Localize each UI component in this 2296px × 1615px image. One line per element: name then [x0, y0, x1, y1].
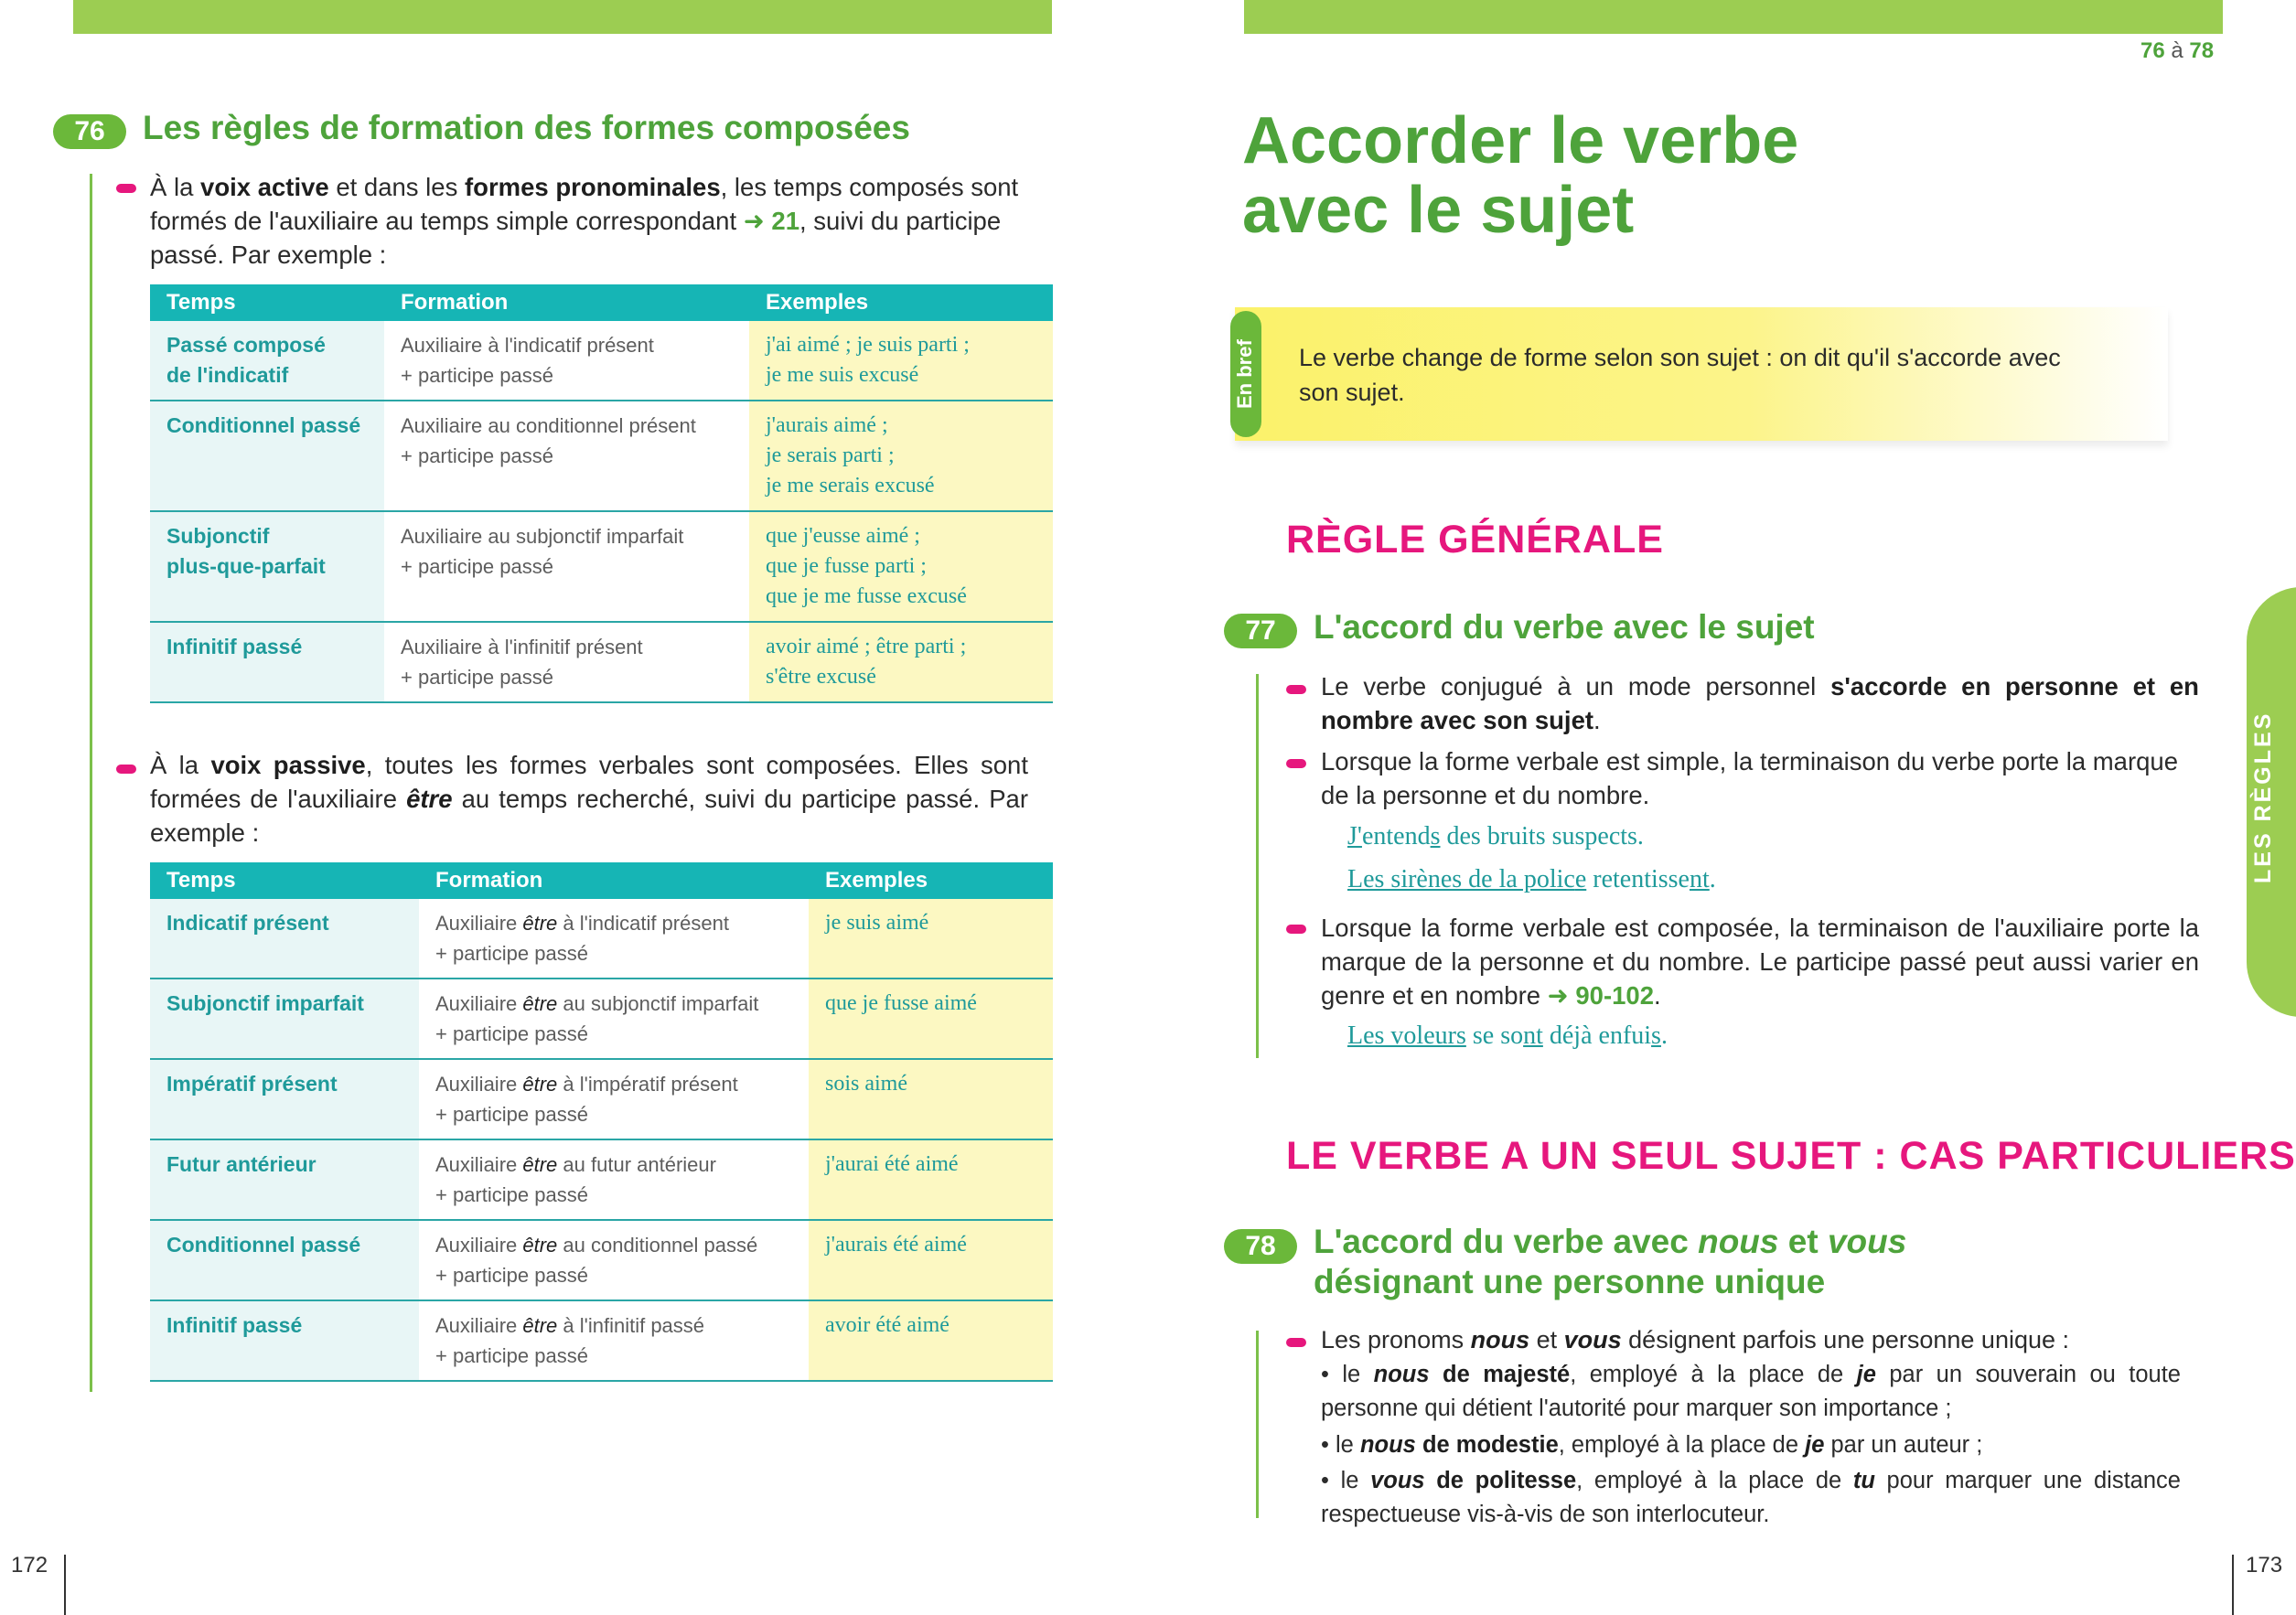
- section-range: 76 à 78: [2140, 38, 2215, 63]
- section-78-item-politesse: • le vous de politesse, employé à la place de tu pour marquer une distance respectueuse vis-à-vis de son interlocuteur.: [1321, 1468, 2181, 1527]
- section-76-title: Les règles de formation des formes composées: [143, 109, 910, 146]
- section-77-bullet-3: Lorsque la forme verbale est composée, la terminaison de l'auxiliaire porte la marque de la personne et du nombre. Le participe passé peut aussi varier en genre et en nombre ➜ 90-102.: [1321, 914, 2199, 1010]
- bullet-icon: [116, 184, 136, 193]
- right-top-bar: [1244, 0, 2223, 34]
- section-78-vertical-bar: [1256, 1331, 1259, 1518]
- table-row: [150, 979, 1053, 1059]
- table-row: [150, 1300, 1053, 1381]
- table-row: [150, 1220, 1053, 1300]
- section-76-para-1: À la voix active et dans les formes pronominales, les temps composés sont formés de l'auxiliaire au temps simple correspondant ➜ 21, suivi du participe passé. Par exemple :: [150, 173, 1019, 269]
- table-cell-temps: Subjonctif plus-que-parfait: [150, 511, 384, 622]
- table-row: [150, 1059, 1053, 1139]
- table-cell-exemples: avoir été aimé: [809, 1300, 1053, 1381]
- example-3: Les voleurs se sont déjà enfuis.: [1347, 1021, 1668, 1050]
- table-row: [150, 622, 1053, 702]
- table-cell-exemples: sois aimé: [809, 1059, 1053, 1139]
- section-78-item-majeste: • le nous de majesté, employé à la place de je par un souverain ou toute personne qui détient l'autorité pour marquer son importance ;: [1321, 1362, 2181, 1421]
- section-77-number: 77: [1224, 614, 1297, 648]
- table-cell-exemples: j'aurai été aimé: [809, 1139, 1053, 1220]
- table-row: [150, 401, 1053, 511]
- table-row: [150, 1139, 1053, 1220]
- table-compound-forms: [150, 284, 1053, 703]
- table-cell-formation: Auxiliaire être à l'infinitif passé + participe passé: [419, 1300, 809, 1381]
- section-76-para-2: À la voix passive, toutes les formes verbales sont composées. Elles sont formées de l'auxiliaire être au temps recherché, suivi du participe passé. Par exemple :: [150, 751, 1028, 847]
- section-78-intro: Les pronoms nous et vous désignent parfois une personne unique :: [1321, 1326, 2070, 1353]
- bullet-icon: [1286, 759, 1306, 768]
- table-header-row: [150, 284, 1053, 321]
- example-2: Les sirènes de la police retentissent.: [1347, 865, 1716, 893]
- table-cell-formation: Auxiliaire être à l'impératif présent + participe passé: [419, 1059, 809, 1139]
- table-cell-formation: Auxiliaire être au futur antérieur + participe passé: [419, 1139, 809, 1220]
- table-cell-formation: Auxiliaire à l'indicatif présent + participe passé: [384, 321, 749, 401]
- table-row: [150, 899, 1053, 979]
- table-cell-formation: Auxiliaire au subjonctif imparfait + participe passé: [384, 511, 749, 622]
- bullet-icon: [1286, 1338, 1306, 1347]
- table-passive-forms: [150, 862, 1053, 1382]
- heading-regle-generale: RÈGLE GÉNÉRALE: [1286, 518, 1664, 562]
- section-78-item-modestie: • le nous de modestie, employé à la place de je par un auteur ;: [1321, 1432, 1983, 1458]
- table-cell-temps: Conditionnel passé: [150, 401, 384, 511]
- table-row: [150, 511, 1053, 622]
- table-cell-temps: Subjonctif imparfait: [150, 979, 419, 1059]
- table-cell-temps: Infinitif passé: [150, 1300, 419, 1381]
- cross-reference-link[interactable]: ➜ 21: [743, 207, 800, 235]
- table-header-temps: Temps: [150, 284, 384, 321]
- section-77-title: L'accord du verbe avec le sujet: [1314, 608, 1815, 646]
- table-header-formation: Formation: [384, 284, 749, 321]
- table-cell-formation: Auxiliaire être au conditionnel passé + participe passé: [419, 1220, 809, 1300]
- table-cell-exemples: avoir aimé ; être parti ; s'être excusé: [749, 622, 1053, 702]
- bullet-icon: [116, 765, 136, 774]
- table-header-row: [150, 862, 1053, 899]
- section-76-vertical-bar: [90, 174, 92, 1392]
- table-cell-temps: Impératif présent: [150, 1059, 419, 1139]
- page-number-divider: [64, 1555, 66, 1615]
- side-tab-label: LES RÈGLES: [2250, 711, 2276, 884]
- example-1: J'entends des bruits suspects.: [1347, 822, 1644, 850]
- table-cell-formation: Auxiliaire être à l'indicatif présent + participe passé: [419, 899, 809, 979]
- table-cell-temps: Indicatif présent: [150, 899, 419, 979]
- table-cell-temps: Futur antérieur: [150, 1139, 419, 1220]
- table-cell-formation: Auxiliaire à l'infinitif présent + participe passé: [384, 622, 749, 702]
- table-cell-exemples: j'ai aimé ; je suis parti ; je me suis excusé: [749, 321, 1053, 401]
- section-77-bullet-1: Le verbe conjugué à un mode personnel s'accorde en personne et en nombre avec son sujet.: [1321, 672, 2199, 734]
- table-cell-exemples: que j'eusse aimé ; que je fusse parti ; que je me fusse excusé: [749, 511, 1053, 622]
- table-header-temps: Temps: [150, 862, 419, 899]
- section-76-number: 76: [53, 114, 126, 149]
- section-77-bullet-2: Lorsque la forme verbale est simple, la terminaison du verbe porte la marque de la personne et du nombre.: [1321, 747, 2179, 809]
- table-cell-exemples: j'aurais été aimé: [809, 1220, 1053, 1300]
- left-page-number: 172: [11, 1553, 48, 1578]
- table-header-exemples: Exemples: [809, 862, 1053, 899]
- table-cell-formation: Auxiliaire être au subjonctif imparfait + participe passé: [419, 979, 809, 1059]
- table-header-exemples: Exemples: [749, 284, 1053, 321]
- bullet-icon: [1286, 925, 1306, 934]
- table-cell-exemples: que je fusse aimé: [809, 979, 1053, 1059]
- cross-reference-link[interactable]: ➜ 90-102: [1547, 981, 1654, 1010]
- section-78-number: 78: [1224, 1229, 1297, 1264]
- table-cell-formation: Auxiliaire au conditionnel présent + participe passé: [384, 401, 749, 511]
- bullet-icon: [1286, 685, 1306, 694]
- en-bref-text: Le verbe change de forme selon son sujet : on dit qu'il s'accorde avec son sujet.: [1299, 344, 2061, 406]
- right-page-number: 173: [2246, 1553, 2283, 1578]
- table-cell-temps: Passé composé de l'indicatif: [150, 321, 384, 401]
- table-cell-temps: Conditionnel passé: [150, 1220, 419, 1300]
- table-cell-temps: Infinitif passé: [150, 622, 384, 702]
- table-header-formation: Formation: [419, 862, 809, 899]
- heading-cas-particuliers: LE VERBE A UN SEUL SUJET : CAS PARTICULIERS: [1286, 1134, 2296, 1178]
- en-bref-label: En bref: [1233, 339, 1256, 409]
- left-top-bar: [73, 0, 1052, 34]
- table-row: [150, 321, 1053, 401]
- chapter-title: Accorder le verbe avec le sujet: [1242, 104, 1799, 247]
- page-number-divider: [2232, 1555, 2234, 1615]
- section-78-title: L'accord du verbe avec nous et vous désignant une personne unique: [1314, 1223, 1907, 1300]
- table-cell-exemples: j'aurais aimé ; je serais parti ; je me serais excusé: [749, 401, 1053, 511]
- table-cell-exemples: je suis aimé: [809, 899, 1053, 979]
- section-77-vertical-bar: [1256, 674, 1259, 1058]
